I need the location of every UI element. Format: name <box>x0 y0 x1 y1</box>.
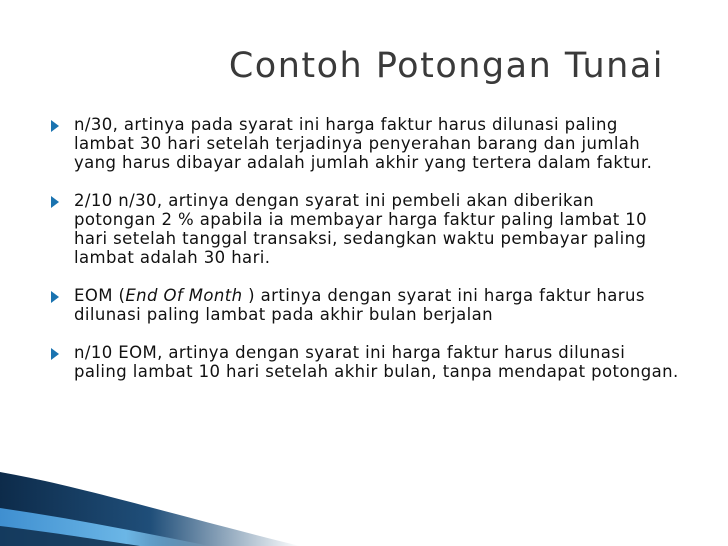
bullet-item <box>51 343 681 381</box>
bullet-arrow-icon <box>51 348 59 360</box>
bullet-arrow-icon <box>51 291 59 303</box>
slide-title: Contoh Potongan Tunai <box>228 46 664 86</box>
bullet-item <box>51 191 681 267</box>
swoosh-decoration <box>0 446 728 546</box>
bullet-text: n/10 EOM, artinya dengan syarat ini harga faktur harus dilunasi paling lambat 10 hari setelah akhir bulan, tanpa mendapat potongan. <box>74 343 679 381</box>
bullet-text-italic: End Of Month <box>125 286 243 305</box>
bullet-text <box>74 286 681 324</box>
bullet-text: n/30, artinya pada syarat ini harga faktur harus dilunasi paling lambat 30 hari setelah terjadinya penyerahan barang dan jumlah yang harus dibayar adalah jumlah akhir yang tertera dalam faktur. <box>74 115 653 172</box>
bullet-text: 2/10 n/30, artinya dengan syarat ini pembeli akan diberikan potongan 2 % apabila ia membayar harga faktur paling lambat 10 hari setelah tanggal transaksi, sedangkan waktu pembayar paling lambat adalah 30 hari. <box>74 191 648 267</box>
bullet-arrow-icon <box>51 120 59 132</box>
bullet-item <box>51 286 681 324</box>
bullet-text-suffix: ) artinya dengan syarat ini harga faktur harus dilunasi paling lambat pada akhir bulan berjalan <box>74 286 645 324</box>
bullet-item <box>51 115 681 172</box>
bullet-arrow-icon <box>51 196 59 208</box>
bullet-list <box>51 115 681 400</box>
bullet-text-prefix: EOM ( <box>74 286 126 305</box>
